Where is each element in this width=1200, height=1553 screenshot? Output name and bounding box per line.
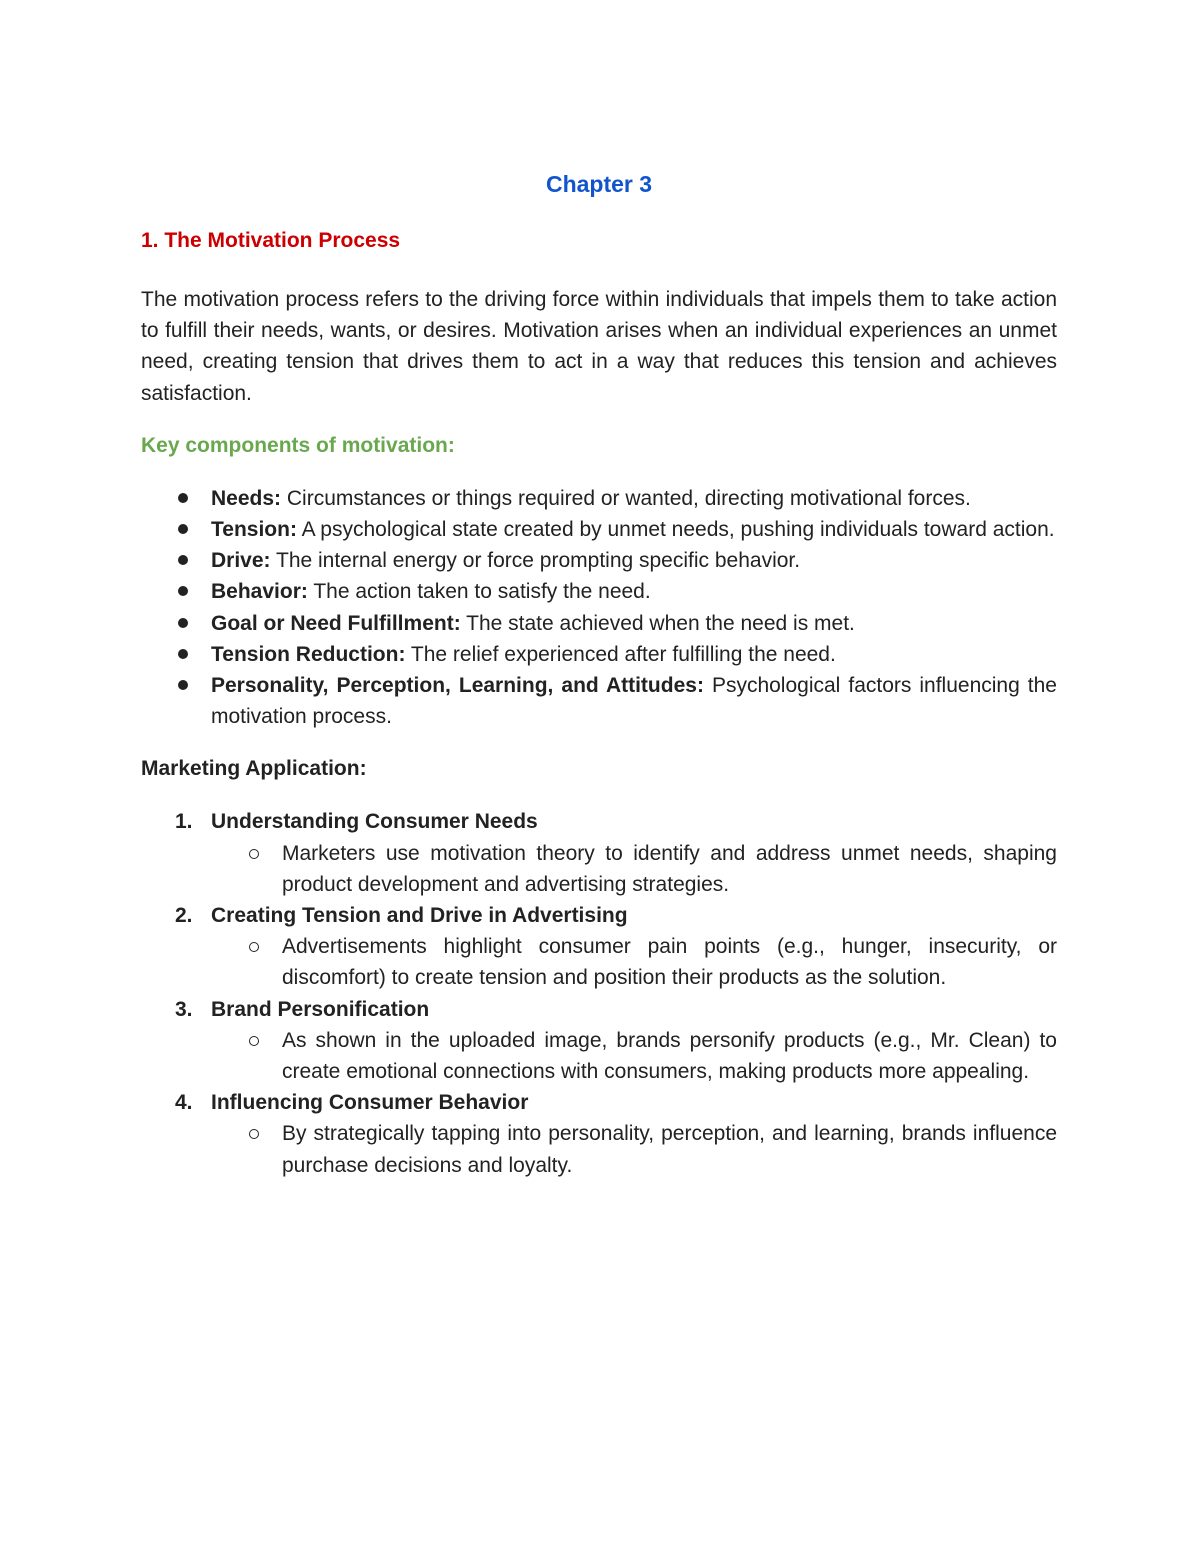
intro-paragraph: The motivation process refers to the driving force within individuals that impels them to take action to fulfill their needs, wants, or desires. Motivation arises when an individual experiences an unmet need, creating tension that drives them to act in a way that reduces this tension and achieves satisfaction. bbox=[141, 288, 1057, 405]
chapter-title: Chapter 3 bbox=[545, 171, 653, 197]
component-term: Behavior: bbox=[211, 580, 308, 604]
hollow-bullet-icon bbox=[249, 1036, 259, 1046]
hollow-bullet-icon bbox=[249, 1129, 259, 1139]
list-item bbox=[141, 608, 1057, 639]
application-detail bbox=[141, 1118, 1057, 1180]
hollow-bullet-icon bbox=[249, 942, 259, 952]
application-item bbox=[141, 1087, 1057, 1181]
bullet-icon bbox=[178, 586, 188, 596]
list-item bbox=[141, 670, 1057, 732]
component-term: Goal or Need Fulfillment: bbox=[211, 611, 461, 635]
component-text: Circumstances or things required or wanted, directing motivational forces. bbox=[281, 486, 971, 510]
application-detail bbox=[141, 1025, 1057, 1087]
application-title: Understanding Consumer Needs bbox=[211, 810, 538, 834]
application-title: Brand Personification bbox=[211, 997, 430, 1021]
application-detail-text: As shown in the uploaded image, brands personify products (e.g., Mr. Clean) to create emotional connections with consumers, making products more appealing. bbox=[282, 1028, 1057, 1084]
component-text: The action taken to satisfy the need. bbox=[307, 580, 651, 604]
component-text: A psychological state created by unmet needs, pushing individuals toward action. bbox=[296, 518, 1055, 542]
application-title: Creating Tension and Drive in Advertising bbox=[211, 904, 628, 928]
item-number: 4. bbox=[175, 1091, 193, 1115]
component-term: Drive: bbox=[211, 549, 271, 573]
application-item bbox=[141, 900, 1057, 994]
component-term: Tension Reduction: bbox=[211, 642, 406, 666]
application-item bbox=[141, 806, 1057, 900]
component-text: The internal energy or force prompting specific behavior. bbox=[270, 549, 801, 573]
bullet-icon bbox=[178, 493, 188, 503]
list-item bbox=[141, 483, 1057, 514]
document-page bbox=[141, 166, 1057, 1181]
bullet-icon bbox=[178, 618, 188, 628]
item-number: 3. bbox=[175, 997, 193, 1021]
component-term: Personality, Perception, Learning, and Attitudes: bbox=[211, 674, 704, 698]
list-item bbox=[141, 514, 1057, 545]
application-item bbox=[141, 994, 1057, 1088]
application-detail-text: Marketers use motivation theory to identify and address unmet needs, shaping product development and advertising strategies. bbox=[282, 841, 1057, 896]
component-text: Psychological factors influencing the motivation process. bbox=[211, 674, 1057, 729]
application-detail bbox=[141, 838, 1057, 900]
list-item bbox=[141, 545, 1057, 576]
applications-list bbox=[141, 806, 1057, 1180]
component-text: The state achieved when the need is met. bbox=[460, 611, 855, 635]
marketing-heading: Marketing Application: bbox=[141, 757, 367, 781]
section-heading: 1. The Motivation Process bbox=[141, 229, 401, 252]
list-item bbox=[141, 639, 1057, 670]
application-detail-text: By strategically tapping into personality, perception, and learning, brands influence purchase decisions and loyalty. bbox=[282, 1122, 1057, 1177]
item-number: 1. bbox=[175, 810, 193, 834]
hollow-bullet-icon bbox=[249, 849, 259, 859]
application-title: Influencing Consumer Behavior bbox=[211, 1091, 529, 1115]
list-item bbox=[141, 576, 1057, 607]
component-term: Tension: bbox=[211, 518, 297, 542]
application-detail bbox=[141, 931, 1057, 993]
application-detail-text: Advertisements highlight consumer pain points (e.g., hunger, insecurity, or discomfort) to create tension and position their products as the solution. bbox=[282, 935, 1057, 990]
bullet-icon bbox=[178, 649, 188, 659]
component-term: Needs: bbox=[211, 486, 282, 510]
components-list bbox=[141, 483, 1057, 733]
bullet-icon bbox=[178, 680, 188, 690]
component-text: The relief experienced after fulfilling the need. bbox=[405, 642, 836, 666]
bullet-icon bbox=[178, 555, 188, 565]
item-number: 2. bbox=[175, 904, 193, 928]
key-components-heading: Key components of motivation: bbox=[141, 433, 455, 457]
bullet-icon bbox=[178, 524, 188, 534]
